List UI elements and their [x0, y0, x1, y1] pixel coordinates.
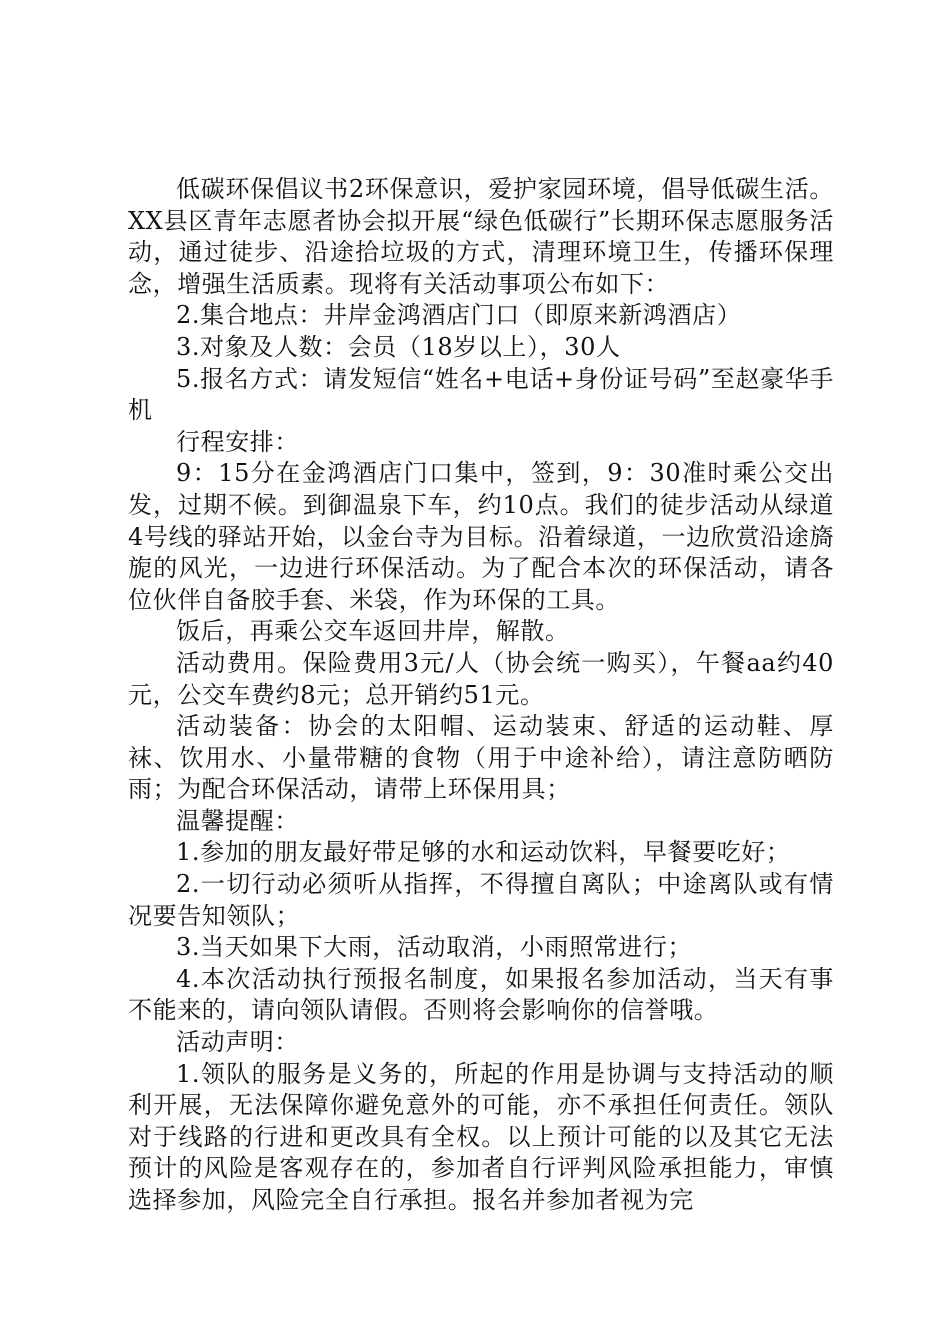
paragraph-equipment: 活动装备：协会的太阳帽、运动装束、舒适的运动鞋、厚袜、饮用水、小量带糖的食物（用于中途补给），请注意防晒防雨；为配合环保活动，请带上环保用具； — [128, 712, 834, 804]
document-page — [128, 174, 834, 1217]
heading-reminders: 温馨提醒： — [176, 806, 299, 835]
paragraph-costs: 活动费用。保险费用3元/人（协会统一购买），午餐aa约40元，公交车费约8元；总开销约51元。 — [128, 648, 834, 709]
paragraph-itinerary: 9：15分在金鸿酒店门口集中，签到，9：30准时乘公交出发，过期不候。到御温泉下车，约10点。我们的徒步活动从绿道4号线的驿站开始，以金台寺为目标。沿着绿道，一边欣赏沿途旖旎的风光，一边进行环保活动。为了配合本次的环保活动，请各位伙伴自备胶手套、米袋，作为环保的工具。 — [128, 459, 834, 614]
reminder-item: 4.本次活动执行预报名制度，如果报名参加活动，当天有事不能来的，请向领队请假。否则将会影响你的信誉哦。 — [128, 964, 834, 1025]
paragraph-return: 饭后，再乘公交车返回井岸，解散。 — [176, 617, 570, 646]
paragraph-meeting-place: 2.集合地点：井岸金鸿酒店门口（即原来新鸿酒店） — [176, 301, 742, 330]
paragraph-intro: 低碳环保倡议书2环保意识，爱护家园环境，倡导低碳生活。XX县区青年志愿者协会拟开展“绿色低碳行”长期环保志愿服务活动，通过徒步、沿途拾垃圾的方式，清理环境卫生，传播环保理念，增强生活质素。现将有关活动事项公布如下： — [128, 175, 834, 298]
statement-item: 1.领队的服务是义务的，所起的作用是协调与支持活动的顺利开展，无法保障你避免意外的可能，亦不承担任何责任。领队对于线路的行进和更改具有全权。以上预计可能的以及其它无法预计的风险是客观存在的，参加者自行评判风险承担能力，审慎选择参加，风险完全自行承担。报名并参加者视为完 — [128, 1059, 834, 1214]
heading-statement: 活动声明： — [176, 1028, 299, 1057]
paragraph-registration: 5.报名方式：请发短信“姓名+电话+身份证号码”至赵豪华手机 — [128, 364, 834, 425]
paragraph-participants: 3.对象及人数：会员（18岁以上），30人 — [176, 332, 621, 361]
reminder-item: 1.参加的朋友最好带足够的水和运动饮料，早餐要吃好； — [176, 838, 791, 867]
heading-itinerary: 行程安排： — [176, 427, 299, 456]
reminder-item: 3.当天如果下大雨，活动取消，小雨照常进行； — [176, 933, 693, 962]
reminder-item: 2.一切行动必须听从指挥，不得擅自离队；中途离队或有情况要告知领队； — [128, 870, 834, 930]
